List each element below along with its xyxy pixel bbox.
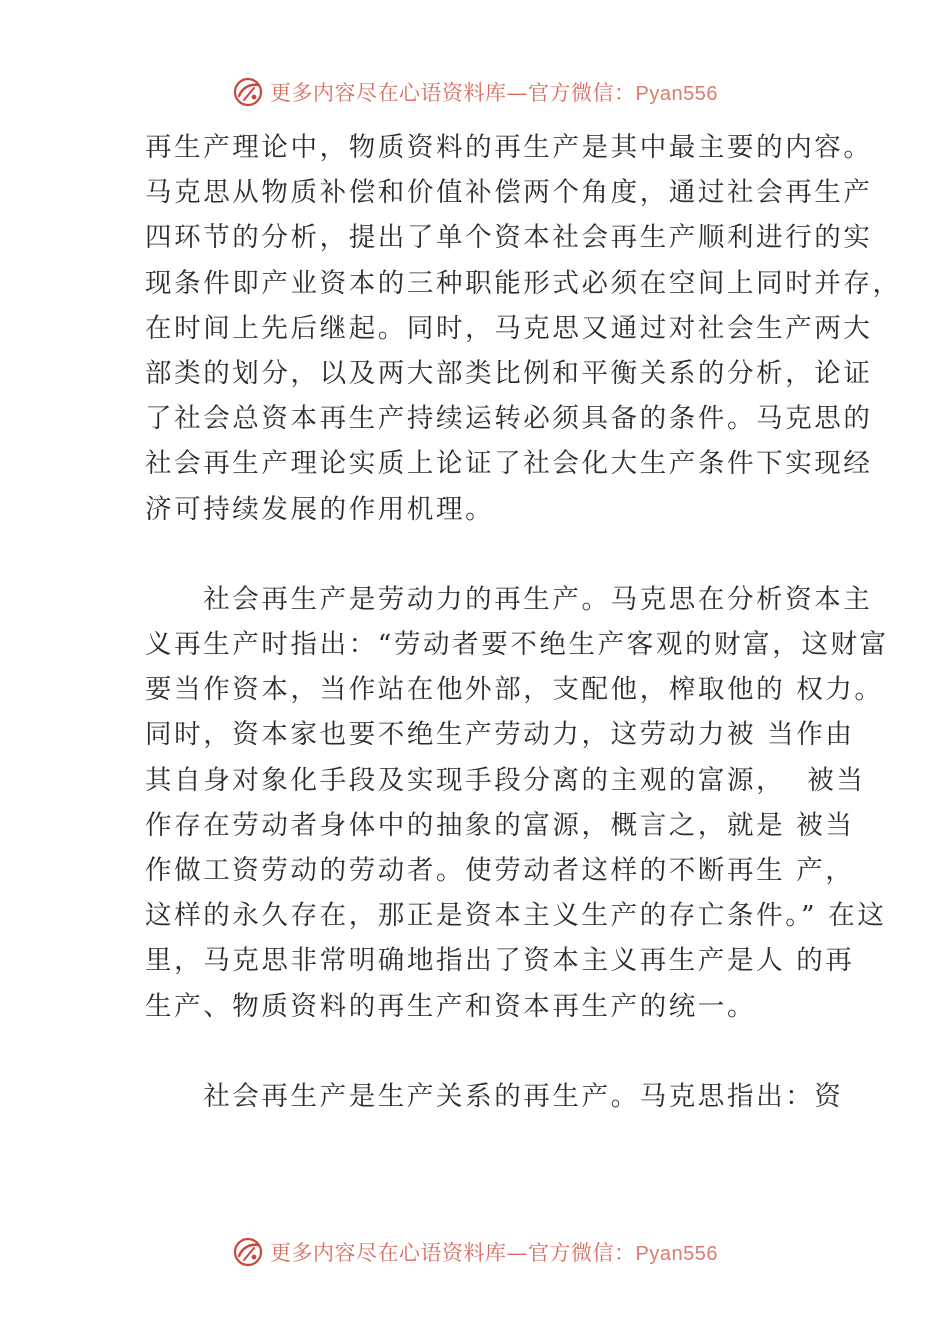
logo-icon — [232, 76, 264, 108]
text-line: 里，马克思非常明确地指出了资本主义再生产是人 的再 — [145, 945, 855, 977]
text-line: 社会再生产是生产关系的再生产。马克思指出：资 — [145, 1080, 844, 1112]
text-line: 部类的划分，以及两大部类比例和平衡关系的分析，论证 — [145, 357, 873, 389]
text-line: 同时，资本家也要不绝生产劳动力，这劳动力被 当作由 — [145, 719, 855, 751]
text-line: 作做工资劳动的劳动者。使劳动者这样的不断再生 产， — [145, 855, 855, 886]
wechat-handle: Pyan556 — [635, 1243, 718, 1265]
banner-text — [270, 1237, 718, 1267]
paragraph-gap — [145, 532, 835, 577]
paragraph-gap — [145, 1029, 835, 1074]
footer-banner — [0, 1230, 950, 1274]
text-line: 社会再生产理论实质上论证了社会化大生产条件下实现经 — [145, 448, 873, 480]
text-line: 在时间上先后继起。同时，马克思又通过对社会生产两大 — [145, 312, 873, 344]
text-line: 再生产理论中，物质资料的再生产是其中最主要的内容。 — [145, 132, 873, 163]
text-line: 生产、物质资料的再生产和资本再生产的统一。 — [145, 990, 757, 1022]
text-line: 作存在劳动者身体中的抽象的富源，概言之，就是 被当 — [145, 809, 855, 841]
header-banner — [0, 70, 950, 114]
text-line: 现条件即产业资本的三种职能形式必须在空间上同时并存， — [145, 267, 902, 299]
text-line: 社会再生产是劳动力的再生产。马克思在分析资本主 — [145, 583, 873, 615]
banner-title: 更多内容尽在心语资料库—官方微信： — [270, 1241, 636, 1265]
text-line: 马克思从物质补偿和价值补偿两个角度，通过社会再生产 — [145, 177, 873, 209]
banner-title: 更多内容尽在心语资料库—官方微信： — [270, 81, 636, 105]
text-line: 要当作资本，当作站在他外部，支配他，榨取他的 权力。 — [145, 674, 884, 706]
logo-icon — [232, 1236, 264, 1268]
text-line: 其自身对象化手段及实现手段分离的主观的富源， 被当 — [145, 764, 866, 796]
text-line: 四环节的分析，提出了单个资本社会再生产顺利进行的实 — [145, 222, 873, 254]
document-body — [145, 125, 902, 1119]
text-line: 这样的永久存在，那正是资本主义生产的存亡条件。” 在这 — [145, 900, 887, 932]
banner-text — [270, 77, 718, 107]
text-line: 了社会总资本再生产持续运转必须具备的条件。马克思的 — [145, 403, 873, 435]
wechat-handle: Pyan556 — [635, 83, 718, 105]
text-line: 义再生产时指出：“劳动者要不绝生产客观的财富，这财富 — [145, 629, 889, 661]
text-line: 济可持续发展的作用机理。 — [145, 493, 495, 525]
